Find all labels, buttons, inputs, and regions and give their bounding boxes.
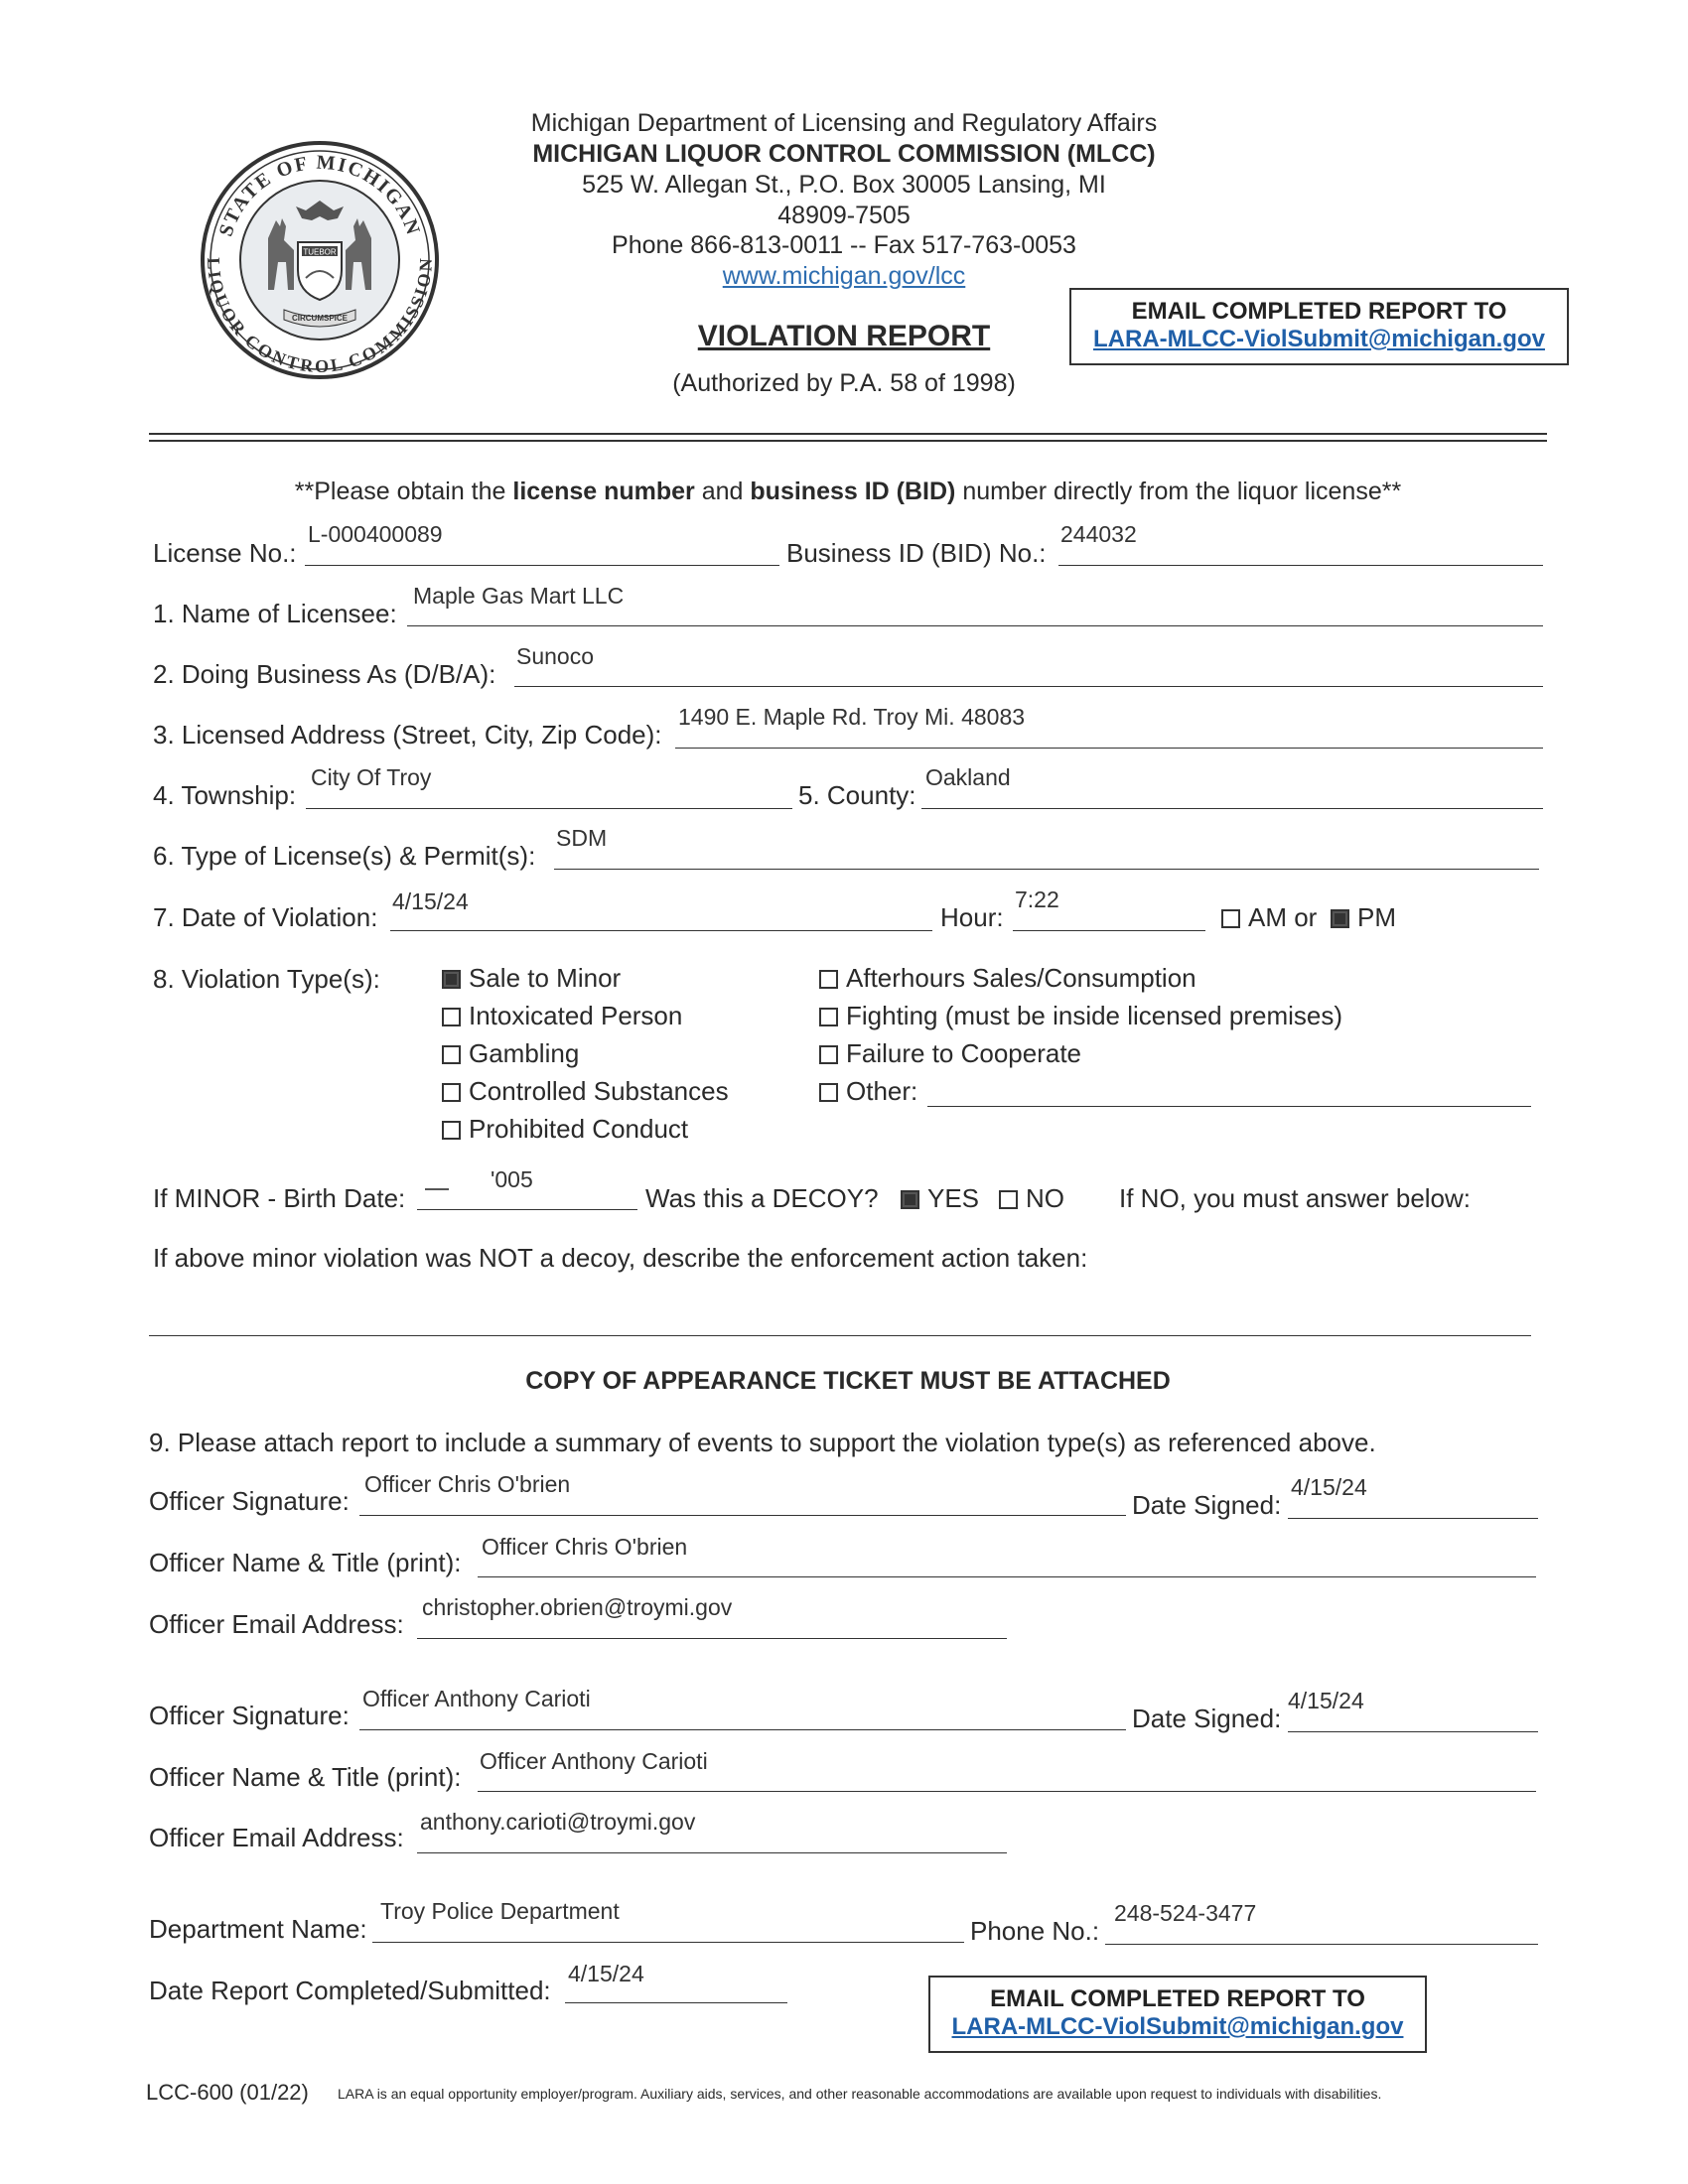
violation-failure-cooperate-checkbox[interactable] xyxy=(819,1045,838,1064)
violation-intoxicated-label: Intoxicated Person xyxy=(469,1001,683,1030)
violation-date-line xyxy=(390,930,932,931)
instruction-part-3: and xyxy=(694,478,751,505)
bid-label: Business ID (BID) No.: xyxy=(786,538,1047,568)
violation-date-label: 7. Date of Violation: xyxy=(153,902,378,932)
email-box-top-link[interactable]: LARA-MLCC-ViolSubmit@michigan.gov xyxy=(1093,326,1545,352)
violation-date-value[interactable]: 4/15/24 xyxy=(392,888,469,914)
officer-1-date-signed-line xyxy=(1288,1518,1538,1519)
address-label: 3. Licensed Address (Street, City, Zip Code): xyxy=(153,720,662,750)
county-line xyxy=(921,808,1543,809)
address-value[interactable]: 1490 E. Maple Rd. Troy Mi. 48083 xyxy=(678,704,1026,730)
decoy-no-label: NO xyxy=(1026,1183,1064,1213)
officer-2-email-label: Officer Email Address: xyxy=(149,1823,404,1852)
enforcement-line[interactable] xyxy=(149,1335,1531,1336)
footer-notice: LARA is an equal opportunity employer/program. Auxiliary aids, services, and other reasonable accommodations are available upon request to individuals with disabilities. xyxy=(338,2086,1382,2102)
license-type-value[interactable]: SDM xyxy=(556,825,608,851)
birth-date-label: If MINOR - Birth Date: xyxy=(153,1183,406,1213)
email-box-top-title: EMAIL COMPLETED REPORT TO xyxy=(1131,298,1507,325)
hour-line xyxy=(1013,930,1205,931)
officer-1-name-value[interactable]: Officer Chris O'brien xyxy=(482,1534,688,1560)
birth-date-redaction xyxy=(425,1188,449,1190)
officer-2-name-label: Officer Name & Title (print): xyxy=(149,1762,462,1792)
officer-1-signature-label: Officer Signature: xyxy=(149,1486,350,1516)
dba-line xyxy=(514,686,1543,687)
violation-controlled-substances-checkbox[interactable] xyxy=(442,1083,461,1102)
report-title: VIOLATION REPORT xyxy=(697,320,991,352)
email-box-bottom-title: EMAIL COMPLETED REPORT TO xyxy=(990,1985,1365,2012)
officer-2-date-signed-line xyxy=(1288,1731,1538,1732)
violation-prohibited-conduct-checkbox[interactable] xyxy=(442,1121,461,1140)
officer-1-signature-value[interactable]: Officer Chris O'brien xyxy=(364,1471,571,1497)
township-value[interactable]: City Of Troy xyxy=(311,764,432,790)
license-no-value[interactable]: L-000400089 xyxy=(308,521,443,547)
licensee-value[interactable]: Maple Gas Mart LLC xyxy=(413,583,625,609)
officer-2-date-signed-label: Date Signed: xyxy=(1132,1704,1282,1733)
authorized-note: (Authorized by P.A. 58 of 1998) xyxy=(672,369,1016,397)
email-box-top xyxy=(1069,288,1569,365)
seal-bottom-text: LIQUOR CONTROL COMMISSION xyxy=(204,256,436,376)
officer-2-date-signed-value[interactable]: 4/15/24 xyxy=(1288,1688,1364,1713)
instruction-part-1: **Please obtain the xyxy=(294,478,513,505)
licensee-label: 1. Name of Licensee: xyxy=(153,599,397,628)
am-checkbox[interactable] xyxy=(1221,909,1240,928)
ticket-notice: COPY OF APPEARANCE TICKET MUST BE ATTACHED xyxy=(525,1367,1171,1395)
hour-value[interactable]: 7:22 xyxy=(1015,887,1059,912)
birth-date-line xyxy=(417,1209,637,1210)
pm-label: PM xyxy=(1357,902,1396,932)
am-label: AM or xyxy=(1248,902,1318,932)
hour-label: Hour: xyxy=(940,902,1004,932)
seal-top-text: STATE OF MICHIGAN xyxy=(214,151,425,239)
officer-1-signature-line xyxy=(359,1515,1126,1516)
phone-fax: Phone 866-813-0011 -- Fax 517-763-0053 xyxy=(612,231,1076,259)
officer-2-email-line xyxy=(417,1852,1007,1853)
email-box-bottom xyxy=(928,1976,1427,2053)
license-no-line xyxy=(305,565,779,566)
officer-1-email-line xyxy=(417,1638,1007,1639)
officer-2-email-value[interactable]: anthony.carioti@troymi.gov xyxy=(420,1809,696,1835)
website-link-text[interactable]: www.michigan.gov/lcc xyxy=(722,262,966,290)
decoy-yes-checkbox[interactable] xyxy=(901,1190,919,1209)
address-line-2: 48909-7505 xyxy=(777,202,911,229)
violation-other-label: Other: xyxy=(846,1076,918,1106)
email-box-bottom-link[interactable]: LARA-MLCC-ViolSubmit@michigan.gov xyxy=(951,2013,1404,2040)
enforcement-label: If above minor violation was NOT a decoy, describe the enforcement action taken: xyxy=(153,1243,1088,1273)
officer-1-date-signed-value[interactable]: 4/15/24 xyxy=(1291,1474,1367,1500)
agency-name: Michigan Department of Licensing and Regulatory Affairs xyxy=(530,109,1158,137)
seal-motto: CIRCUMSPICE xyxy=(291,314,349,323)
instruction-part-4: business ID (BID) xyxy=(750,478,956,505)
violation-fighting-label: Fighting (must be inside licensed premises) xyxy=(846,1001,1342,1030)
bid-value[interactable]: 244032 xyxy=(1060,521,1137,547)
instruction-text xyxy=(149,478,1547,506)
summary-note: 9. Please attach report to include a summary of events to support the violation type(s) as referenced above. xyxy=(149,1428,1376,1457)
officer-1-name-line xyxy=(478,1576,1536,1577)
township-line xyxy=(306,808,792,809)
dba-label: 2. Doing Business As (D/B/A): xyxy=(153,659,496,689)
county-label: 5. County: xyxy=(798,780,916,810)
violation-afterhours-checkbox[interactable] xyxy=(819,970,838,989)
officer-2-name-value[interactable]: Officer Anthony Carioti xyxy=(480,1748,708,1774)
officer-2-signature-label: Officer Signature: xyxy=(149,1701,350,1730)
violation-gambling-checkbox[interactable] xyxy=(442,1045,461,1064)
decoy-label: Was this a DECOY? xyxy=(645,1183,879,1213)
violation-sale-to-minor-label: Sale to Minor xyxy=(469,963,622,993)
violation-afterhours-label: Afterhours Sales/Consumption xyxy=(846,963,1196,993)
department-name-value[interactable]: Troy Police Department xyxy=(380,1898,620,1924)
violation-other-line[interactable] xyxy=(927,1106,1531,1107)
if-no-note: If NO, you must answer below: xyxy=(1119,1183,1472,1213)
officer-1-date-signed-label: Date Signed: xyxy=(1132,1490,1282,1520)
licensee-line xyxy=(407,625,1543,626)
decoy-no-checkbox[interactable] xyxy=(999,1190,1018,1209)
seal-shield-text: TUEBOR xyxy=(303,247,337,257)
phone-no-label: Phone No.: xyxy=(970,1916,1100,1946)
violation-intoxicated-checkbox[interactable] xyxy=(442,1008,461,1026)
dba-value[interactable]: Sunoco xyxy=(516,643,595,669)
violation-types-label: 8. Violation Type(s): xyxy=(153,964,380,994)
state-seal xyxy=(199,139,442,382)
violation-sale-to-minor-checkbox[interactable] xyxy=(442,970,461,989)
form-code: LCC-600 (01/22) xyxy=(146,2080,309,2105)
date-completed-line xyxy=(565,2002,787,2003)
officer-1-email-value[interactable]: christopher.obrien@troymi.gov xyxy=(422,1594,733,1620)
commission-name: MICHIGAN LIQUOR CONTROL COMMISSION (MLCC) xyxy=(532,140,1156,168)
violation-controlled-substances-label: Controlled Substances xyxy=(469,1076,729,1106)
instruction-part-5: number directly from the liquor license** xyxy=(955,478,1402,505)
officer-2-signature-value[interactable]: Officer Anthony Carioti xyxy=(362,1686,591,1711)
address-line xyxy=(675,748,1543,749)
violation-failure-cooperate-label: Failure to Cooperate xyxy=(846,1038,1082,1068)
pm-checkbox[interactable] xyxy=(1331,909,1349,928)
violation-other-checkbox[interactable] xyxy=(819,1083,838,1102)
date-completed-label: Date Report Completed/Submitted: xyxy=(149,1976,551,2005)
officer-1-email-label: Officer Email Address: xyxy=(149,1609,404,1639)
officer-1-name-label: Officer Name & Title (print): xyxy=(149,1548,462,1577)
license-type-label: 6. Type of License(s) & Permit(s): xyxy=(153,841,536,871)
header-divider xyxy=(149,433,1547,442)
violation-gambling-label: Gambling xyxy=(469,1038,580,1068)
website-link[interactable] xyxy=(506,262,1182,291)
officer-2-name-line xyxy=(478,1791,1536,1792)
phone-no-value[interactable]: 248-524-3477 xyxy=(1114,1900,1257,1926)
department-name-line xyxy=(372,1942,964,1943)
license-type-line xyxy=(554,869,1539,870)
decoy-yes-label: YES xyxy=(927,1183,980,1213)
phone-no-line xyxy=(1105,1944,1538,1945)
birth-date-value[interactable]: '005 xyxy=(491,1166,533,1192)
address-line-1: 525 W. Allegan St., P.O. Box 30005 Lansing, MI xyxy=(582,171,1106,199)
county-value[interactable]: Oakland xyxy=(925,764,1011,790)
department-name-label: Department Name: xyxy=(149,1914,367,1944)
violation-prohibited-conduct-label: Prohibited Conduct xyxy=(469,1114,689,1144)
instruction-part-2: license number xyxy=(512,478,695,505)
license-no-label: License No.: xyxy=(153,538,297,568)
bid-line xyxy=(1058,565,1543,566)
officer-2-signature-line xyxy=(359,1729,1126,1730)
township-label: 4. Township: xyxy=(153,780,297,810)
date-completed-value[interactable]: 4/15/24 xyxy=(568,1961,644,1986)
violation-fighting-checkbox[interactable] xyxy=(819,1008,838,1026)
